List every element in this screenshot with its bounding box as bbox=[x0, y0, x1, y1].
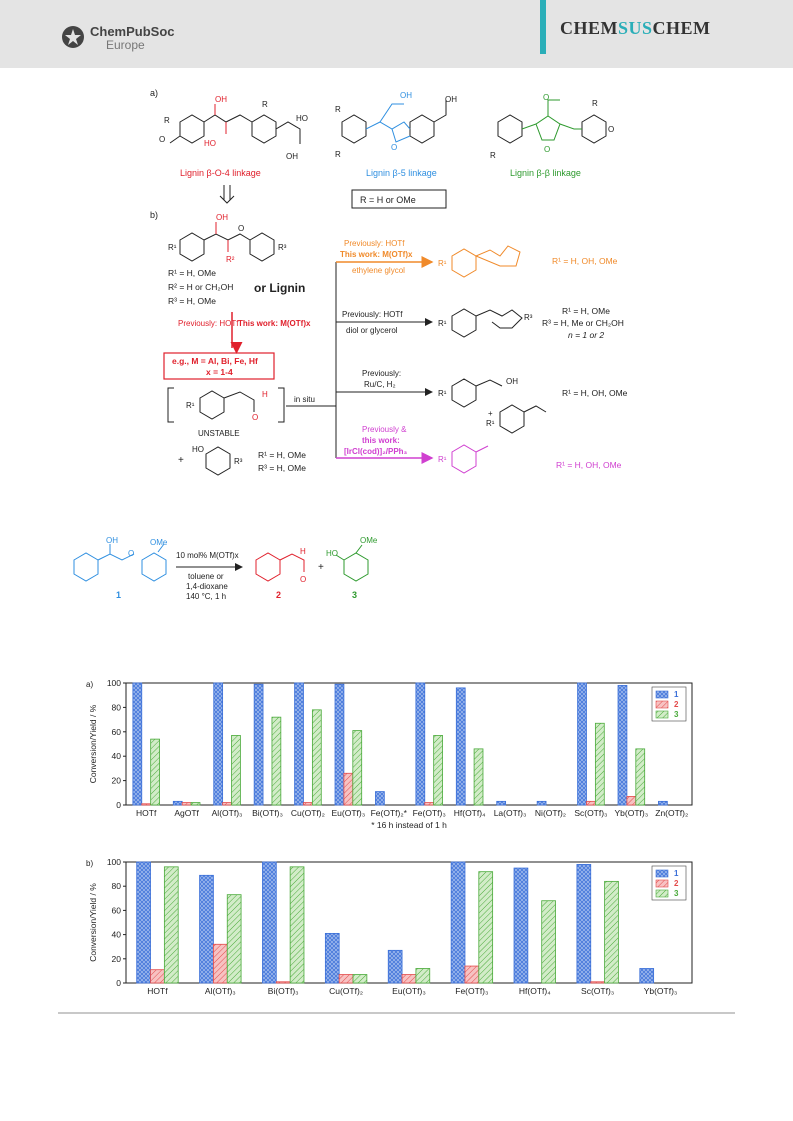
y-tick-label: 40 bbox=[111, 929, 121, 940]
x-tick-label: Cu(OTf)₂ bbox=[329, 986, 364, 996]
x-tick-label: Eu(OTf)₃ bbox=[392, 986, 426, 996]
bb-r-label: R bbox=[592, 99, 598, 108]
aldehyde-ring bbox=[200, 391, 224, 419]
y-axis-label: Conversion/Yield / % bbox=[88, 704, 98, 784]
bar-series-3 bbox=[353, 731, 362, 805]
bar-series-2 bbox=[465, 966, 479, 983]
legend-swatch-2 bbox=[656, 701, 668, 708]
route2-r1-def: R¹ = H, OMe bbox=[562, 306, 610, 316]
y-tick-label: 20 bbox=[111, 775, 121, 786]
compound1-structure bbox=[74, 544, 166, 581]
route4-this: this work: bbox=[362, 436, 400, 445]
journal-mid: SUS bbox=[618, 18, 653, 38]
route1-this: This work: M(OTf)x bbox=[340, 250, 413, 259]
substrate-r3-label: R³ bbox=[278, 243, 287, 252]
x-tick-label: HOTf bbox=[136, 808, 157, 818]
bo4-oh2-label: OH bbox=[286, 152, 298, 161]
plot-frame bbox=[126, 683, 692, 805]
route2-n-def: n = 1 or 2 bbox=[568, 330, 605, 340]
route1-r1-label: R¹ bbox=[438, 259, 447, 268]
route3-plus: + bbox=[488, 409, 493, 418]
bar-series-3 bbox=[272, 717, 281, 805]
bar-series-1 bbox=[375, 792, 384, 805]
bb-o-bottom-label: O bbox=[544, 145, 551, 154]
bar-series-2 bbox=[402, 975, 416, 983]
bar-series-1 bbox=[325, 933, 339, 983]
chart-panel-label: a) bbox=[86, 680, 94, 689]
route4-product bbox=[452, 445, 488, 473]
route3-oh-label: OH bbox=[506, 377, 518, 386]
legend-swatch-1 bbox=[656, 691, 668, 698]
compound2-structure bbox=[256, 553, 304, 581]
bo4-oh-label: OH bbox=[215, 95, 227, 104]
bar-series-1 bbox=[335, 684, 344, 805]
bar-series-3 bbox=[227, 895, 241, 983]
x-tick-label: Al(OTf)₃ bbox=[204, 986, 236, 996]
route3-prev: Previously: bbox=[362, 369, 402, 378]
x-tick-label: Bi(OTf)₃ bbox=[252, 808, 283, 818]
x-tick-label: Fe(OTf)₃ bbox=[412, 808, 446, 818]
scheme2 bbox=[74, 536, 378, 601]
bar-series-2 bbox=[627, 796, 636, 805]
bar-series-2 bbox=[276, 982, 290, 983]
substrate-r1-def: R¹ = H, OMe bbox=[168, 268, 216, 278]
bar-series-3 bbox=[151, 739, 160, 805]
bar-series-1 bbox=[295, 683, 304, 805]
journal-prefix: CHEM bbox=[560, 18, 618, 38]
scheme2-plus: + bbox=[318, 562, 324, 573]
bar-series-3 bbox=[434, 735, 443, 805]
bar-series-1 bbox=[577, 864, 591, 983]
legend-label-3: 3 bbox=[674, 710, 679, 719]
route1-product bbox=[452, 246, 520, 277]
phenol-r1-def: R¹ = H, OMe bbox=[258, 450, 306, 460]
bb-r2-label: R bbox=[490, 151, 496, 160]
bar-series-2 bbox=[142, 804, 151, 805]
route4-r-def: R¹ = H, OH, OMe bbox=[556, 460, 622, 470]
publisher-sub: Europe bbox=[106, 38, 145, 52]
metal-list: e.g., M = Al, Bi, Fe, Hf bbox=[172, 356, 258, 366]
scheme2-solvent2: 1,4-dioxane bbox=[186, 582, 228, 591]
bar-series-1 bbox=[658, 801, 667, 805]
bar-series-3 bbox=[605, 881, 619, 983]
bo4-r2-label: R bbox=[262, 100, 268, 109]
compound1-o-label: O bbox=[128, 549, 135, 558]
substrate-r2-def: R² = H or CH₂OH bbox=[168, 282, 234, 292]
bar-series-1 bbox=[618, 685, 627, 805]
b5-r-label: R bbox=[335, 105, 341, 114]
b5-oh-label: OH bbox=[400, 91, 412, 100]
compound3-ho-label: HO bbox=[326, 549, 338, 558]
bar-series-3 bbox=[416, 968, 430, 983]
y-tick-label: 40 bbox=[111, 751, 121, 762]
legend-label-2: 2 bbox=[674, 879, 679, 888]
phenol-plus: + bbox=[178, 455, 184, 466]
x-tick-label: Sc(OTf)₃ bbox=[581, 986, 615, 996]
x-tick-label: Hf(OTf)₄ bbox=[518, 986, 551, 996]
bar-series-1 bbox=[133, 683, 142, 805]
route3-product bbox=[452, 379, 546, 433]
bar-series-1 bbox=[214, 683, 223, 805]
legend-swatch-3 bbox=[656, 711, 668, 718]
bar-series-2 bbox=[344, 773, 353, 805]
route4-cat: [IrCl(cod)]₂/PPh₃ bbox=[344, 447, 408, 456]
footer-rule bbox=[58, 1012, 735, 1014]
or-lignin: or Lignin bbox=[254, 281, 306, 295]
phenol-ho-label: HO bbox=[192, 445, 204, 454]
bb-o-top-label: O bbox=[543, 93, 550, 102]
bar-series-1 bbox=[514, 868, 528, 983]
x-tick-label: La(OTf)₃ bbox=[493, 808, 527, 818]
b5-structure bbox=[342, 100, 446, 143]
bar-series-1 bbox=[173, 801, 182, 805]
bar-series-1 bbox=[537, 801, 546, 805]
compound2-h-label: H bbox=[300, 547, 306, 556]
bar-series-2 bbox=[151, 970, 165, 983]
bar-series-2 bbox=[213, 944, 227, 983]
bar-series-1 bbox=[137, 862, 151, 983]
bar-series-2 bbox=[586, 801, 595, 805]
bar-series-1 bbox=[254, 684, 263, 805]
x-tick-label: Fe(OTf)₂* bbox=[370, 808, 407, 818]
bar-series-3 bbox=[479, 872, 493, 983]
phenol-ring bbox=[206, 447, 230, 475]
scheme2-catalyst: 10 mol% M(OTf)x bbox=[176, 551, 239, 560]
left-prev-hotf: Previously: HOTf bbox=[178, 319, 239, 328]
y-axis-label: Conversion/Yield / % bbox=[88, 883, 98, 962]
substrate-oh-label: OH bbox=[216, 213, 228, 222]
x-tick-label: Bi(OTf)₃ bbox=[267, 986, 299, 996]
bar-series-1 bbox=[451, 862, 465, 983]
route2-prev: Previously: HOTf bbox=[342, 310, 403, 319]
bar-series-1 bbox=[456, 688, 465, 805]
route1-prev: Previously: HOTf bbox=[344, 239, 405, 248]
bar-series-1 bbox=[416, 683, 425, 805]
aldehyde-r1-label: R¹ bbox=[186, 401, 195, 410]
x-tick-label: Hf(OTf)₄ bbox=[453, 808, 486, 818]
y-tick-label: 80 bbox=[111, 881, 121, 892]
bar-series-2 bbox=[339, 975, 353, 983]
bar-series-2 bbox=[425, 803, 434, 805]
linkage-b5-caption: Lignin β-5 linkage bbox=[366, 168, 437, 178]
legend-swatch-3 bbox=[656, 890, 668, 897]
chart-panel-label: b) bbox=[86, 859, 94, 868]
bar-series-2 bbox=[223, 803, 232, 805]
compound3-label: 3 bbox=[352, 590, 358, 600]
compound1-ome-label: OMe bbox=[150, 538, 168, 547]
x-tick-label: Eu(OTf)₃ bbox=[331, 808, 366, 818]
substrate-r2-label: R² bbox=[226, 255, 235, 264]
bar-series-2 bbox=[591, 982, 605, 983]
journal-suffix: CHEM bbox=[652, 18, 711, 38]
route1-r-def: R¹ = H, OH, OMe bbox=[552, 256, 618, 266]
b5-oh2-label: OH bbox=[445, 95, 457, 104]
y-tick-label: 20 bbox=[111, 953, 121, 964]
route1-reagent: ethylene glycol bbox=[352, 266, 405, 275]
x-tick-label: Al(OTf)₃ bbox=[211, 808, 243, 818]
bar-series-1 bbox=[200, 875, 214, 983]
bar-series-3 bbox=[164, 867, 178, 983]
phenol-r3-label: R³ bbox=[234, 457, 243, 466]
bo4-r-label: R bbox=[164, 116, 170, 125]
route3-r1-label: R¹ bbox=[438, 389, 447, 398]
bar-series-2 bbox=[303, 803, 312, 805]
b5-o-label: O bbox=[391, 143, 398, 152]
bar-series-3 bbox=[595, 723, 604, 805]
route2-r3-label: R³ bbox=[524, 313, 533, 322]
x-tick-label: AgOTf bbox=[174, 808, 199, 818]
substrate-r1-label: R¹ bbox=[168, 243, 177, 252]
aldehyde-h-label: H bbox=[262, 390, 268, 399]
legend-label-2: 2 bbox=[674, 700, 679, 709]
left-this-work: This work: M(OTf)x bbox=[238, 319, 311, 328]
aldehyde-o-label: O bbox=[252, 413, 259, 422]
x-tick-label: Yb(OTf)₃ bbox=[614, 808, 649, 818]
y-tick-label: 60 bbox=[111, 905, 121, 916]
bar-series-1 bbox=[640, 968, 654, 983]
y-tick-label: 0 bbox=[116, 978, 121, 988]
panel-b-label: b) bbox=[150, 210, 159, 220]
bar-series-3 bbox=[636, 749, 645, 805]
bar-series-1 bbox=[578, 683, 587, 805]
linkage-bo4-caption: Lignin β-O-4 linkage bbox=[180, 168, 261, 178]
bar-series-1 bbox=[388, 950, 402, 983]
scheme2-solvent1: toluene or bbox=[188, 572, 224, 581]
route4-r1-label: R¹ bbox=[438, 455, 447, 464]
route2-r3-def: R³ = H, Me or CH₂OH bbox=[542, 318, 624, 328]
substrate-o-label: O bbox=[238, 224, 245, 233]
route3-cat: Ru/C, H₂ bbox=[364, 380, 396, 389]
compound2-label: 2 bbox=[276, 590, 282, 600]
linkage-bb-caption: Lignin β-β linkage bbox=[510, 168, 581, 178]
publisher-name: ChemPubSoc bbox=[90, 24, 175, 39]
bo4-structure bbox=[170, 104, 300, 144]
compound1-label: 1 bbox=[116, 590, 122, 600]
x-tick-label: Zn(OTf)₂ bbox=[655, 808, 689, 818]
chart-footnote: * 16 h instead of 1 h bbox=[371, 820, 447, 830]
x-tick-label: Ni(OTf)₂ bbox=[534, 808, 567, 818]
in-situ-label: in situ bbox=[294, 395, 315, 404]
y-tick-label: 60 bbox=[111, 726, 121, 737]
legend-swatch-1 bbox=[656, 870, 668, 877]
bo4-ho2-label: HO bbox=[296, 114, 308, 123]
x-tick-label: HOTf bbox=[147, 986, 168, 996]
legend-label-3: 3 bbox=[674, 889, 679, 898]
bb-structure bbox=[498, 100, 606, 143]
x-tick-label: Sc(OTf)₃ bbox=[574, 808, 608, 818]
bar-series-3 bbox=[353, 975, 367, 983]
compound1-oh-label: OH bbox=[106, 536, 118, 545]
route4-prev: Previously & bbox=[362, 425, 407, 434]
compound3-structure bbox=[336, 545, 368, 581]
legend-swatch-2 bbox=[656, 880, 668, 887]
panel-a-label: a) bbox=[150, 88, 159, 98]
y-tick-label: 0 bbox=[116, 800, 121, 810]
r-definition: R = H or OMe bbox=[360, 195, 416, 205]
bar-series-3 bbox=[312, 710, 321, 805]
bar-series-1 bbox=[262, 862, 276, 983]
phenol-r3-def: R³ = H, OMe bbox=[258, 463, 306, 473]
metal-x-range: x = 1-4 bbox=[206, 367, 233, 377]
chart-a bbox=[86, 678, 692, 830]
bar-series-3 bbox=[542, 901, 556, 983]
bb-o-label: O bbox=[608, 125, 615, 134]
unstable-label: UNSTABLE bbox=[198, 429, 240, 438]
bo4-ho-label: HO bbox=[204, 139, 216, 148]
route2-product bbox=[452, 309, 522, 337]
bar-series-2 bbox=[182, 803, 191, 805]
compound3-ome-label: OMe bbox=[360, 536, 378, 545]
panel-a-down-arrow bbox=[220, 185, 234, 203]
bar-series-3 bbox=[290, 867, 304, 983]
y-tick-label: 100 bbox=[106, 857, 121, 867]
bo4-o-label: O bbox=[159, 135, 166, 144]
y-tick-label: 80 bbox=[111, 702, 121, 713]
chart-b bbox=[86, 857, 692, 996]
scheme1-panel-b bbox=[150, 210, 628, 475]
bar-series-3 bbox=[474, 749, 483, 805]
scheme2-temp: 140 °C, 1 h bbox=[186, 592, 227, 601]
route2-reagent: diol or glycerol bbox=[346, 326, 398, 335]
x-tick-label: Fe(OTf)₃ bbox=[455, 986, 489, 996]
y-tick-label: 100 bbox=[106, 678, 121, 688]
substrate-r3-def: R³ = H, OMe bbox=[168, 296, 216, 306]
legend-label-1: 1 bbox=[674, 869, 679, 878]
bar-series-3 bbox=[232, 735, 241, 805]
x-tick-label: Cu(OTf)₂ bbox=[290, 808, 325, 818]
x-tick-label: Yb(OTf)₃ bbox=[643, 986, 678, 996]
route3-r-def: R¹ = H, OH, OMe bbox=[562, 388, 628, 398]
scheme1-panel-a bbox=[150, 88, 614, 208]
compound2-o-label: O bbox=[300, 575, 307, 584]
b5-r2-label: R bbox=[335, 150, 341, 159]
bar-series-1 bbox=[497, 801, 506, 805]
route3-r1b-label: R¹ bbox=[486, 419, 495, 428]
aldehyde-chain bbox=[224, 392, 254, 412]
legend-label-1: 1 bbox=[674, 690, 679, 699]
route2-r1-label: R¹ bbox=[438, 319, 447, 328]
bar-series-3 bbox=[191, 803, 200, 805]
